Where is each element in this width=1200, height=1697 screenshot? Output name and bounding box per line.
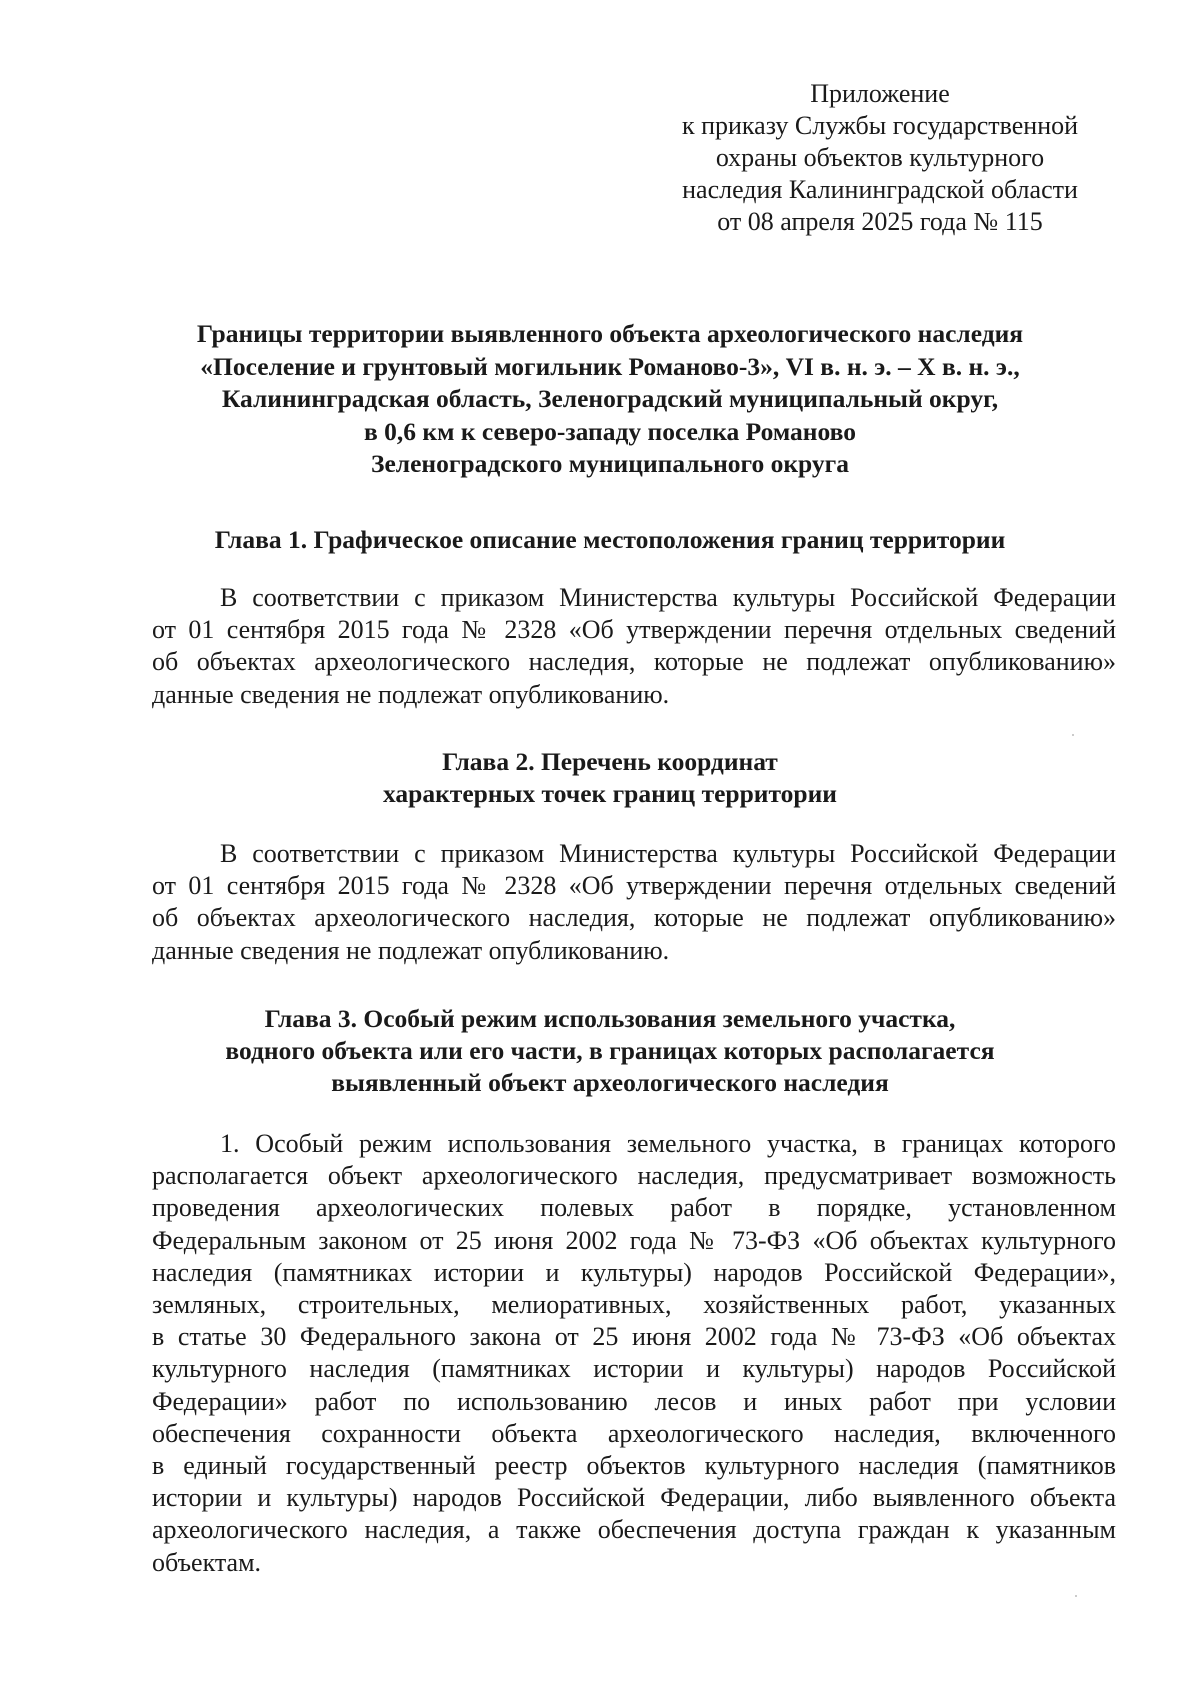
paragraph-line: В соответствии с приказом Министерства культуры Российской Федерации xyxy=(220,583,1116,612)
paragraph-line: наследия (памятниках истории и культуры) народов Российской Федерации», xyxy=(152,1257,1116,1287)
chapter-heading-line: Глава 2. Перечень координат xyxy=(442,747,778,776)
chapter-heading-line: водного объекта или его части, в границах которых располагается xyxy=(225,1036,995,1065)
appendix-block xyxy=(640,78,1120,238)
chapter-heading-line: выявленный объект археологического наследия xyxy=(331,1068,889,1097)
paragraph-line: располагается объект археологического наследия, предусматривает возможность xyxy=(152,1161,1116,1191)
paragraph-line: от 01 сентября 2015 года № 2328 «Об утверждении перечня отдельных сведений xyxy=(152,871,1116,901)
appendix-line: Приложение xyxy=(810,79,950,108)
scan-speck xyxy=(1072,734,1074,736)
paragraph-line: обеспечения сохранности объекта археологического наследия, включенного xyxy=(152,1418,1116,1448)
scan-speck xyxy=(1075,1595,1077,1597)
appendix-line: к приказу Службы государственной xyxy=(681,111,1079,140)
chapter-heading-line: Глава 3. Особый режим использования земельного участка, xyxy=(264,1004,956,1033)
chapter2-paragraph xyxy=(152,838,1116,967)
paragraph-line: В соответствии с приказом Министерства культуры Российской Федерации xyxy=(220,839,1116,868)
appendix-line: от 08 апреля 2025 года № 115 xyxy=(717,207,1043,236)
title-line: Границы территории выявленного объекта археологического наследия xyxy=(196,319,1024,348)
paragraph-line: данные сведения не подлежат опубликованию. xyxy=(152,935,670,965)
title-line: «Поселение и грунтовый могильник Романово-3», VI в. н. э. – X в. н. э., xyxy=(200,351,1020,381)
paragraph-line: земляных, строительных, мелиоративных, хозяйственных работ, указанных xyxy=(152,1290,1116,1320)
paragraph-line: истории и культуры) народов Российской Федерации, либо выявленного объекта xyxy=(152,1483,1116,1513)
paragraph-line: культурного наследия (памятниках истории и культуры) народов Российской xyxy=(152,1354,1116,1384)
chapter1-paragraph xyxy=(152,582,1116,711)
chapter-heading-line: Глава 1. Графическое описание местоположения границ территории xyxy=(214,525,1006,554)
paragraph-line: от 01 сентября 2015 года № 2328 «Об утверждении перечня отдельных сведений xyxy=(152,615,1116,645)
appendix-line: наследия Калининградской области xyxy=(682,175,1078,204)
chapter3-heading xyxy=(140,1003,1080,1099)
appendix-line: охраны объектов культурного xyxy=(715,143,1045,172)
paragraph-line: об объектах археологического наследия, которые не подлежат опубликованию» xyxy=(152,903,1116,933)
chapter-heading-line: характерных точек границ территории xyxy=(383,779,837,808)
chapter3-paragraph xyxy=(152,1128,1116,1579)
title-line: в 0,6 км к северо-западу поселка Романово xyxy=(364,416,856,446)
paragraph-line: объектам. xyxy=(152,1547,262,1577)
chapter2-heading xyxy=(140,746,1080,810)
title-line: Калининградская область, Зеленоградский муниципальный округ, xyxy=(221,384,999,413)
chapter1-heading xyxy=(140,524,1080,556)
paragraph-line: Федерации» работ по использованию лесов и иных работ при условии xyxy=(152,1386,1116,1416)
paragraph-line: 1. Особый режим использования земельного участка, в границах которого xyxy=(220,1129,1116,1158)
paragraph-line: Федеральным законом от 25 июня 2002 года № 73-ФЗ «Об объектах культурного xyxy=(152,1225,1116,1255)
paragraph-line: проведения археологических полевых работ в порядке, установленном xyxy=(152,1193,1116,1223)
paragraph-line: в единый государственный реестр объектов культурного наследия (памятников xyxy=(152,1451,1116,1481)
paragraph-line: археологического наследия, а также обеспечения доступа граждан к указанным xyxy=(152,1515,1116,1545)
paragraph-line: данные сведения не подлежат опубликованию. xyxy=(152,679,670,709)
document-title xyxy=(140,318,1080,481)
paragraph-line: об объектах археологического наследия, которые не подлежат опубликованию» xyxy=(152,647,1116,677)
paragraph-line: в статье 30 Федерального закона от 25 июня 2002 года № 73-ФЗ «Об объектах xyxy=(152,1322,1116,1352)
title-line: Зеленоградского муниципального округа xyxy=(371,449,849,478)
